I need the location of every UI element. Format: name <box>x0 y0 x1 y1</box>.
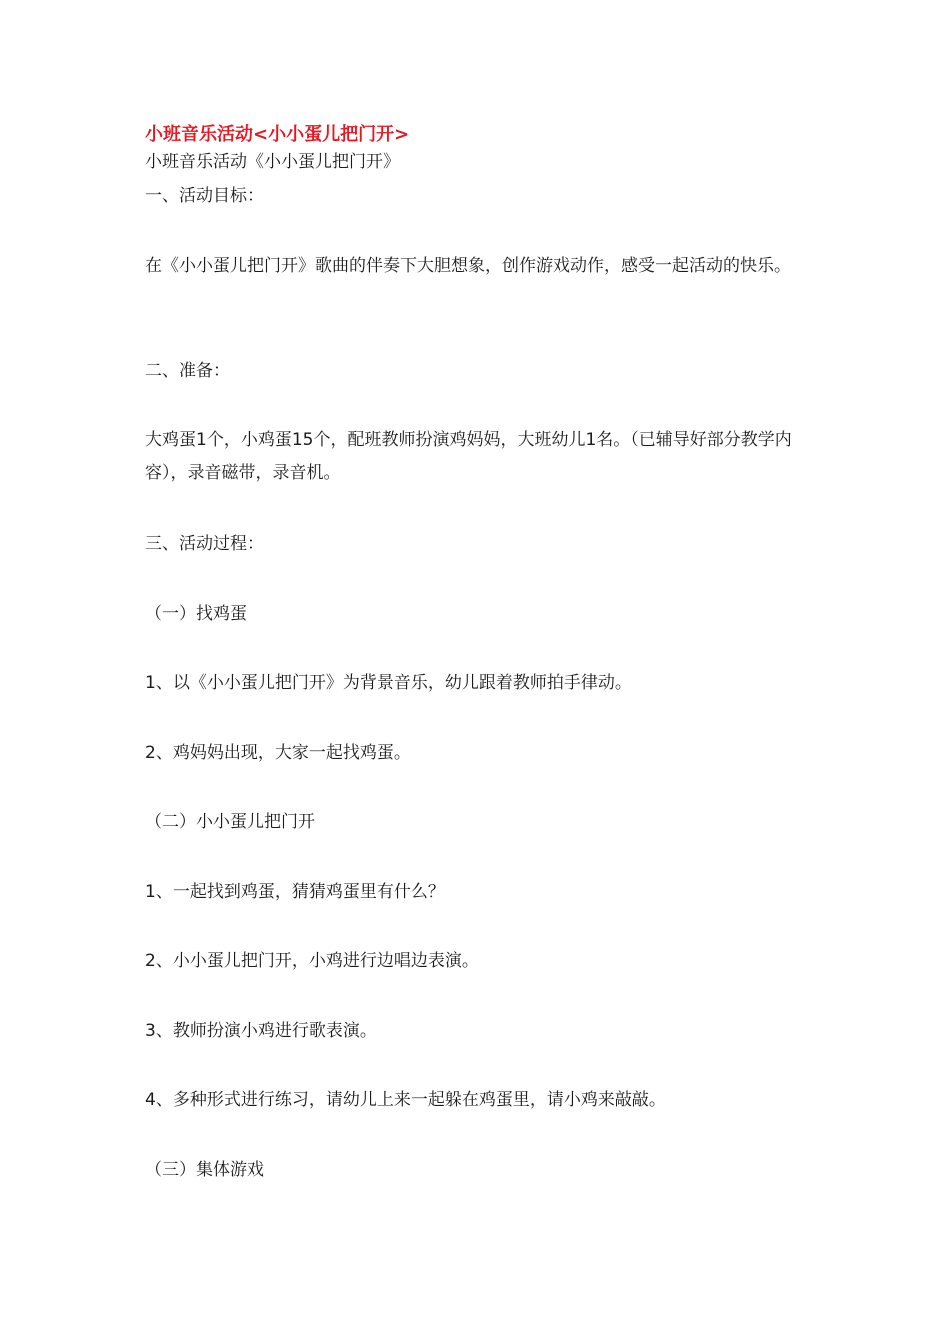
section-heading-preparation: 二、准备： <box>145 361 230 381</box>
list-item: 1、一起找到鸡蛋，猜猜鸡蛋里有什么？ <box>145 882 445 902</box>
list-item: 2、小小蛋儿把门开，小鸡进行边唱边表演。 <box>145 951 479 971</box>
part-heading-open-door: （二）小小蛋儿把门开 <box>145 812 315 832</box>
document-subtitle: 小班音乐活动《小小蛋儿把门开》 <box>145 152 400 172</box>
list-item: 4、多种形式进行练习，请幼儿上来一起躲在鸡蛋里，请小鸡来敲敲。 <box>145 1090 666 1110</box>
list-item: 2、鸡妈妈出现，大家一起找鸡蛋。 <box>145 743 411 763</box>
list-item: 3、教师扮演小鸡进行歌表演。 <box>145 1021 377 1041</box>
section-body-goals: 在《小小蛋儿把门开》歌曲的伴奏下大胆想象，创作游戏动作，感受一起活动的快乐。 <box>145 256 791 276</box>
list-item: 1、以《小小蛋儿把门开》为背景音乐，幼儿跟着教师拍手律动。 <box>145 673 632 693</box>
part-heading-find-eggs: （一）找鸡蛋 <box>145 604 247 624</box>
section-heading-process: 三、活动过程： <box>145 534 264 554</box>
section-body-preparation: 大鸡蛋1个，小鸡蛋15个，配班教师扮演鸡妈妈，大班幼儿1名。（已辅导好部分教学内容），录音磁带，录音机。 <box>145 430 792 483</box>
section-heading-goals: 一、活动目标： <box>145 186 264 206</box>
document-title: 小班音乐活动<小小蛋儿把门开> <box>145 124 410 145</box>
part-heading-group-game: （三）集体游戏 <box>145 1160 264 1180</box>
